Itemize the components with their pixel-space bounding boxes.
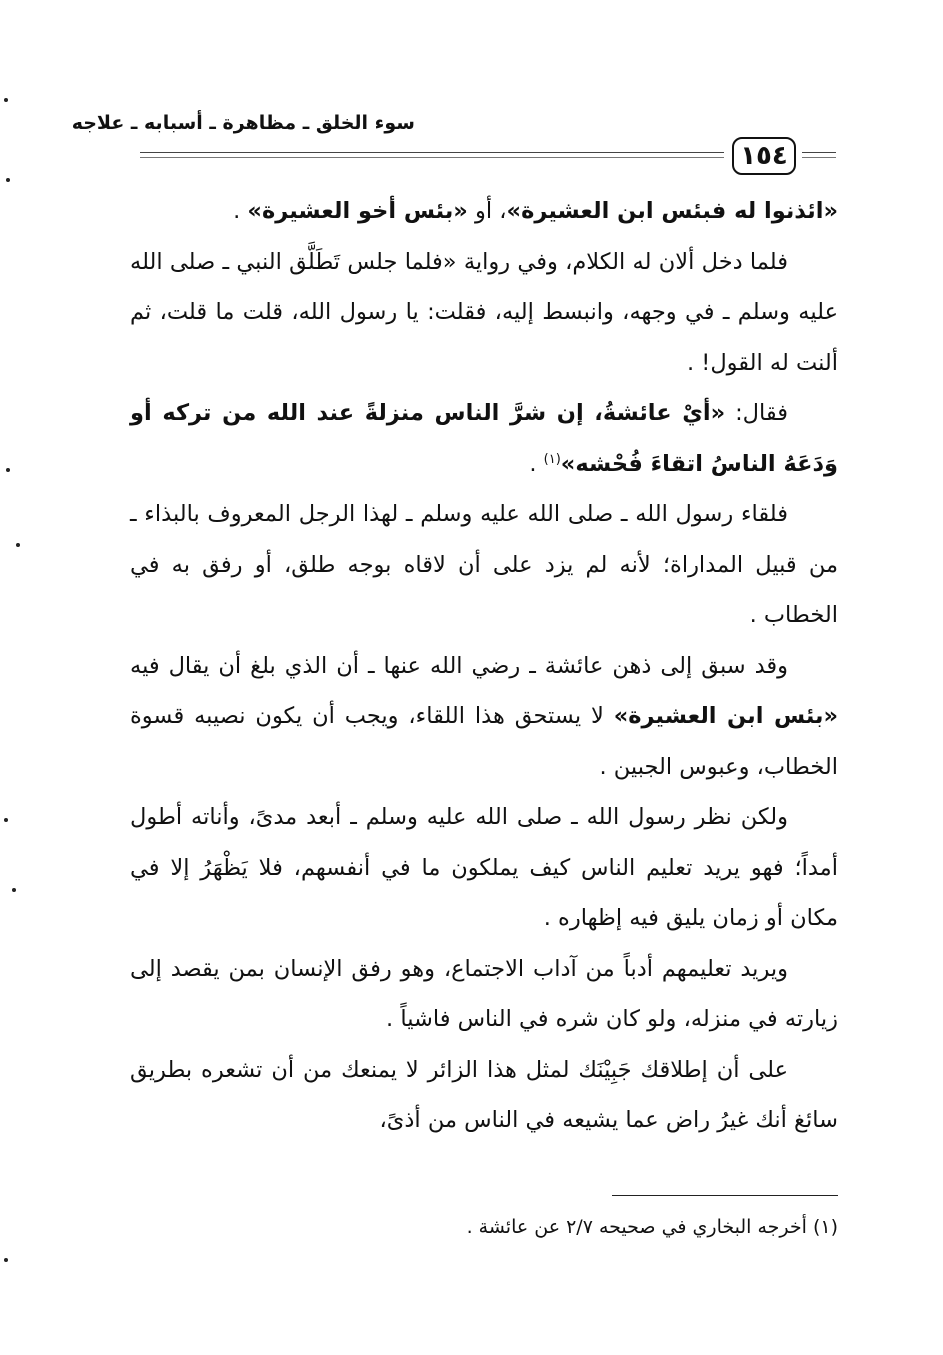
- header-rule: [802, 157, 836, 158]
- text-run: وقد سبق إلى ذهن عائشة ـ رضي الله عنها ـ أن الذي بلغ أن يقال فيه: [130, 652, 788, 679]
- paragraph: [130, 388, 838, 489]
- header-rule: [140, 157, 724, 158]
- scan-speck: [16, 543, 20, 547]
- hadith-quote: «ائذنوا له فبئس ابن العشيرة»: [506, 198, 838, 224]
- scan-speck: [4, 98, 8, 102]
- paragraph: على أن إطلاقك جَبِيْنَك لمثل هذا الزائر لا يمنعك من أن تشعره بطريق سائغ أنك غيرُ راض عما يشيعه في الناس من أذىً،: [130, 1056, 838, 1133]
- running-title: سوء الخلق ـ مظاهرة ـ أسبابه ـ علاجه: [71, 112, 415, 134]
- scan-speck: [12, 888, 16, 892]
- paragraph: ولكن نظر رسول الله ـ صلى الله عليه وسلم ـ أبعد مدىً، وأناته أطول أمداً؛ فهو يريد تعليم الناس كيف يملكون ما في أنفسهم، فلا يَظْهَرُ إلا في مكان أو زمان يليق فيه إظهاره .: [130, 804, 838, 931]
- footnote-rule: [612, 1195, 838, 1196]
- paragraph: [130, 641, 838, 793]
- page-number: ١٥٤: [732, 137, 796, 175]
- header-rule: [802, 152, 836, 153]
- text-run: .: [233, 198, 248, 224]
- main-text: [130, 186, 838, 1146]
- text-run: ، أو: [467, 198, 507, 224]
- paragraph: [130, 186, 838, 237]
- scan-speck: [6, 468, 10, 472]
- text-run: لا يستحق هذا اللقاء، ويجب أن يكون نصيبه قسوة الخطاب، وعبوس الجبين .: [130, 703, 838, 780]
- footnote-marker: (١): [543, 451, 561, 467]
- scan-speck: [4, 818, 8, 822]
- scan-speck: [4, 1258, 8, 1262]
- paragraph: ويريد تعليمهم أدباً من آداب الاجتماع، وهو رفق الإنسان بمن يقصد إلى زيارته في منزله، ولو كان شره في الناس فاشياً .: [130, 955, 838, 1032]
- header-rule: [140, 152, 724, 153]
- paragraph: فلما دخل ألان له الكلام، وفي رواية «فلما جلس تَطَلَّق النبي ـ صلى الله عليه وسلم ـ في وجهه، وانبسط إليه، فقلت: يا رسول الله، قلت ما قلت، ثم ألنت له القول! .: [130, 248, 838, 376]
- text-run: .: [529, 450, 544, 477]
- hadith-quote: «بئس أخو العشيرة»: [247, 198, 468, 224]
- hadith-quote: «أيْ عائشةُ، إن شرَّ الناس منزلةً عند الله من تركه أو وَدَعَهُ الناسُ اتقاءَ فُحْشه»: [130, 400, 838, 477]
- text-run: فقال:: [725, 400, 788, 426]
- footnote: (١) أخرجه البخاري في صحيحه ٢/٧ عن عائشة .: [466, 1216, 838, 1238]
- scan-speck: [6, 178, 10, 182]
- hadith-quote: «بئس ابن العشيرة»: [613, 703, 838, 729]
- paragraph: فلقاء رسول الله ـ صلى الله عليه وسلم ـ لهذا الرجل المعروف بالبذاء ـ من قبيل المداراة؛ لأنه لم يزد على أن لاقاه بوجه طلق، أو رفق به في الخطاب .: [130, 501, 838, 628]
